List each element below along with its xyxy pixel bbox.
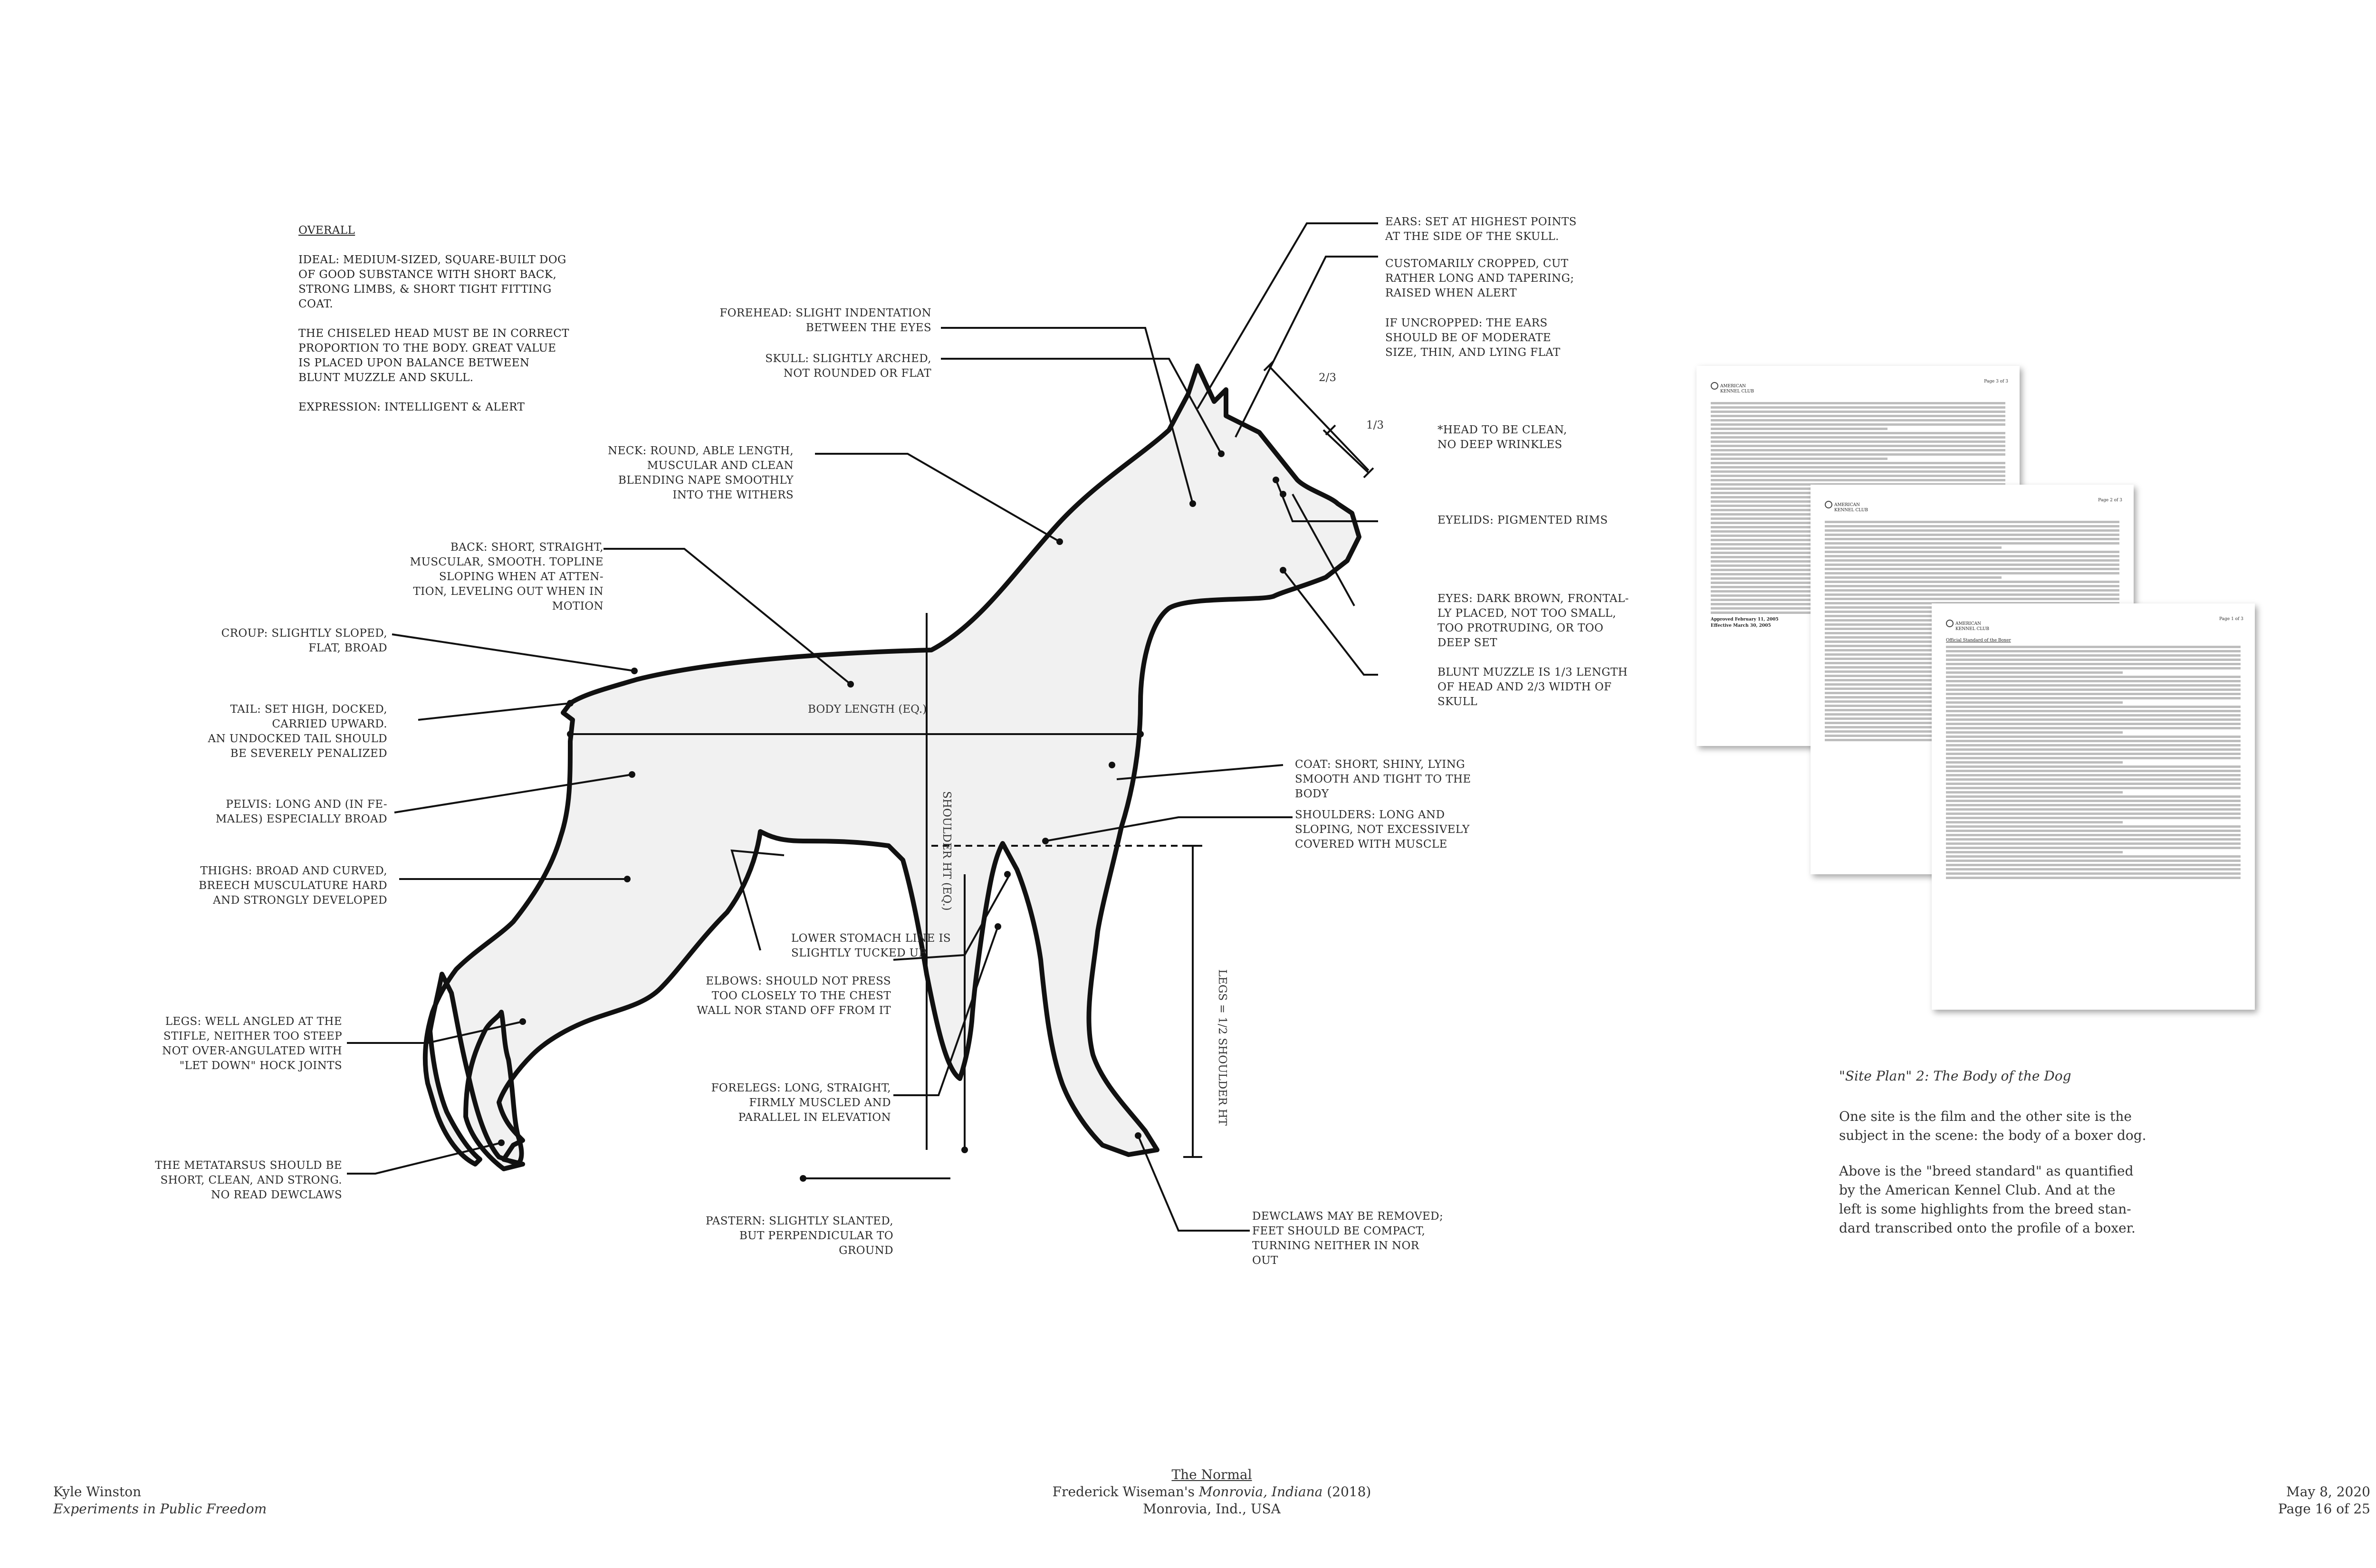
label-ears: EARS: SET AT HIGHEST POINTS AT THE SIDE OF THE SKULL. [1385, 216, 1577, 243]
doc-text-line [1711, 411, 2005, 413]
doc-text-line [1946, 838, 2241, 841]
footer-page: Page 16 of 25 [2278, 1501, 2370, 1517]
label-pastern: PASTERN: SLIGHTLY SLANTED, BUT PERPENDICULAR TO GROUND [706, 1215, 893, 1257]
doc-text-line [1946, 872, 2241, 875]
doc-text-line [1711, 466, 2005, 468]
label-neck: NECK: ROUND, ABLE LENGTH, MUSCULAR AND CLEAN BLENDING NAPE SMOOTHLY INTO THE WITHERS [608, 445, 794, 501]
doc-text-line [1946, 706, 2241, 708]
doc-text-line [1825, 589, 2119, 592]
doc-text-line [1946, 646, 2241, 648]
overall-notes [298, 223, 569, 430]
label-muzzle: BLUNT MUZZLE IS 1/3 LENGTH OF HEAD AND 2/3 WIDTH OF SKULL [1437, 666, 1628, 708]
breed-standard-page-1 [1932, 603, 2255, 1010]
doc-text-line [1946, 800, 2241, 802]
doc-text-line [1825, 534, 2119, 536]
doc-text-line [1825, 576, 2002, 579]
doc-text-line [1825, 593, 2119, 596]
label-forehead: FOREHEAD: SLIGHT INDENTATION BETWEEN THE EYES [719, 307, 931, 334]
doc-text-line [1711, 419, 2005, 421]
label-body-length: BODY LENGTH (EQ.) [808, 703, 927, 716]
doc-org: AMERICAN KENNEL CLUB [1720, 384, 1754, 394]
doc-text-line [1946, 868, 2241, 870]
label-legs: LEGS: WELL ANGLED AT THE STIFLE, NEITHER TOO STEEP NOT OVER-ANGULATED WITH "LET DOWN" HOCK JOINTS [162, 1015, 342, 1072]
caption-paragraph-1: One site is the film and the other site is the subject in the scene: the body of a boxer dog. [1839, 1109, 2146, 1143]
doc-text-line [1711, 449, 2005, 451]
caption-title: "Site Plan" 2: The Body of the Dog [1839, 1068, 2071, 1084]
label-shoulders: SHOULDERS: LONG AND SLOPING, NOT EXCESSIVELY COVERED WITH MUSCLE [1295, 809, 1470, 851]
footer-date: May 8, 2020 [2286, 1484, 2370, 1500]
doc-text-line [1711, 470, 2005, 473]
akc-seal-icon [1825, 501, 1832, 508]
doc-text-line [1711, 436, 2005, 439]
doc-text-line [1946, 697, 2241, 699]
film-title: Monrovia, Indiana [1198, 1484, 1323, 1500]
doc-org: AMERICAN KENNEL CLUB [1955, 621, 1990, 631]
doc-text-line [1946, 778, 2241, 781]
label-back: BACK: SHORT, STRAIGHT, MUSCULAR, SMOOTH. TOPLINE SLOPING WHEN AT ATTEN- TION, LEVELING OUT WHEN IN MOTION [410, 541, 604, 612]
doc-text-line [1711, 458, 1887, 460]
doc-text-line [1946, 663, 2241, 665]
doc-text-line [1825, 529, 2119, 532]
label-legs-ratio: LEGS = 1/2 SHOULDER HT [1216, 969, 1228, 1126]
label-skull: SKULL: SLIGHTLY ARCHED, NOT ROUNDED OR FLAT [765, 353, 931, 380]
doc-text-line [1946, 736, 2241, 738]
film-year: (2018) [1322, 1484, 1371, 1500]
doc-text-line [1711, 432, 2005, 434]
doc-text-line [1711, 415, 2005, 417]
overall-title: OVERALL [298, 224, 355, 237]
doc-text-line [1825, 585, 2119, 587]
doc-text-line [1946, 808, 2241, 811]
overall-expression: EXPRESSION: INTELLIGENT & ALERT [298, 401, 525, 413]
doc-text-line [1946, 667, 2241, 669]
doc-text-line [1946, 744, 2241, 746]
label-shoulder-height: SHOULDER HT (EQ.) [940, 791, 953, 911]
label-coat: COAT: SHORT, SHINY, LYING SMOOTH AND TIGHT TO THE BODY [1295, 758, 1471, 800]
doc-text-line [1825, 546, 2002, 549]
footer-author: Kyle Winston [53, 1484, 142, 1500]
doc-page-number: Page 2 of 3 [2098, 498, 2122, 503]
label-two-thirds: 2/3 [1319, 372, 1337, 384]
doc-text-line [1711, 445, 2005, 447]
doc-text-line [1946, 731, 2123, 734]
doc-text-line [1946, 727, 2241, 729]
doc-text-line [1825, 572, 2119, 574]
doc-text-line [1946, 714, 2241, 717]
doc-text-line [1946, 718, 2241, 721]
doc-text-line [1711, 406, 2005, 409]
label-cropped: CUSTOMARILY CROPPED, CUT RATHER LONG AND TAPERING; RAISED WHEN ALERT [1385, 258, 1574, 299]
doc-heading: Official Standard of the Boxer [1946, 638, 2011, 643]
doc-text-line [1825, 525, 2119, 527]
doc-text-line [1825, 542, 2119, 545]
doc-text-line [1946, 770, 2241, 772]
doc-text-line [1946, 830, 2241, 832]
doc-text-line [1946, 834, 2241, 836]
label-eyelids: EYELIDS: PIGMENTED RIMS [1437, 514, 1608, 526]
footer-location: Monrovia, Ind., USA [1143, 1501, 1281, 1517]
doc-text-line [1946, 821, 2123, 823]
doc-text-line [1825, 564, 2119, 566]
overall-ideal: IDEAL: MEDIUM-SIZED, SQUARE-BUILT DOG OF GOOD SUBSTANCE WITH SHORT BACK, STRONG LIMBS, & SHORT TIGHT FITTING COAT. [298, 254, 566, 310]
doc-text-line [1946, 877, 2241, 879]
doc-text-line [1946, 825, 2241, 828]
doc-text-line [1711, 475, 2005, 477]
doc-text-line [1946, 740, 2241, 742]
footer-course: Experiments in Public Freedom [53, 1501, 267, 1517]
doc-text-line [1946, 650, 2241, 652]
doc-text-line [1946, 842, 2241, 845]
label-thighs: THIGHS: BROAD AND CURVED, BREECH MUSCULATURE HARD AND STRONGLY DEVELOPED [199, 865, 387, 907]
label-uncropped: IF UNCROPPED: THE EARS SHOULD BE OF MODERATE SIZE, THIN, AND LYING FLAT [1385, 317, 1561, 359]
label-tail: TAIL: SET HIGH, DOCKED, CARRIED UPWARD. AN UNDOCKED TAIL SHOULD BE SEVERELY PENALIZED [208, 703, 387, 760]
akc-seal-icon [1946, 620, 1954, 627]
label-elbows: ELBOWS: SHOULD NOT PRESS TOO CLOSELY TO THE CHEST WALL NOR STAND OFF FROM IT [697, 975, 891, 1017]
akc-seal-icon [1711, 382, 1718, 390]
label-eyes: EYES: DARK BROWN, FRONTAL- LY PLACED, NOT TOO SMALL, TOO PROTRUDING, OR TOO DEEP SET [1437, 593, 1629, 649]
doc-text-line [1825, 555, 2119, 557]
doc-body-text [1946, 638, 2241, 881]
doc-text-line [1946, 688, 2241, 691]
doc-text-line [1946, 701, 2123, 704]
doc-text-line [1946, 710, 2241, 712]
doc-text-line [1946, 753, 2241, 755]
label-one-third: 1/3 [1366, 419, 1384, 431]
doc-text-line [1946, 757, 2241, 759]
doc-text-line [1946, 723, 2241, 725]
film-prefix: Frederick Wiseman's [1052, 1484, 1199, 1500]
doc-text-line [1711, 428, 1887, 430]
doc-text-line [1946, 783, 2241, 785]
doc-text-line [1711, 402, 2005, 404]
doc-text-line [1946, 654, 2241, 657]
doc-text-line [1946, 671, 2123, 674]
doc-text-line [1946, 795, 2241, 798]
doc-text-line [1946, 847, 2241, 849]
doc-text-line [1946, 864, 2241, 866]
doc-text-line [1946, 765, 2241, 768]
doc-text-line [1825, 521, 2119, 523]
doc-text-line [1946, 680, 2241, 682]
label-forelegs: FORELEGS: LONG, STRAIGHT, FIRMLY MUSCLED AND PARALLEL IN ELEVATION [711, 1082, 891, 1124]
doc-text-line [1946, 791, 2123, 794]
doc-text-line [1946, 851, 2123, 853]
doc-text-line [1825, 581, 2119, 583]
doc-text-line [1711, 479, 2005, 481]
doc-text-line [1946, 676, 2241, 678]
doc-text-line [1825, 551, 2119, 553]
doc-text-line [1711, 440, 2005, 443]
doc-org: AMERICAN KENNEL CLUB [1834, 503, 1868, 513]
doc-text-line [1946, 813, 2241, 815]
doc-approved: Approved February 11, 2005 Effective March 30, 2005 [1711, 617, 1779, 628]
doc-text-line [1946, 774, 2241, 776]
doc-text-line [1946, 817, 2241, 819]
doc-text-line [1825, 559, 2119, 562]
label-pelvis: PELVIS: LONG AND (IN FE- MALES) ESPECIALLY BROAD [215, 798, 387, 825]
label-dewclaws: DEWCLAWS MAY BE REMOVED; FEET SHOULD BE COMPACT, TURNING NEITHER IN NOR OUT [1252, 1210, 1444, 1267]
doc-page-number: Page 1 of 3 [2219, 617, 2243, 621]
label-stomach: LOWER STOMACH LINE IS SLIGHTLY TUCKED UP [791, 932, 951, 959]
doc-text-line [1946, 693, 2241, 695]
footer-film [974, 1483, 1449, 1501]
doc-text-line [1946, 860, 2241, 862]
overall-head: THE CHISELED HEAD MUST BE IN CORRECT PROPORTION TO THE BODY. GREAT VALUE IS PLACED UPON BALANCE BETWEEN BLUNT MUZZLE AND SKULL. [298, 327, 569, 384]
doc-text-line [1825, 568, 2119, 570]
label-metatarsus: THE METATARSUS SHOULD BE SHORT, CLEAN, AND STRONG. NO READ DEWCLAWS [155, 1159, 342, 1201]
doc-text-line [1946, 761, 2123, 764]
doc-text-line [1711, 462, 2005, 464]
doc-page-number: Page 3 of 3 [1984, 379, 2008, 384]
doc-text-line [1946, 748, 2241, 751]
doc-text-line [1711, 423, 2005, 426]
footer-project: The Normal [1171, 1467, 1252, 1482]
doc-text-line [1946, 787, 2241, 789]
doc-text-line [1825, 538, 2119, 540]
label-croup: CROUP: SLIGHTLY SLOPED, FLAT, BROAD [221, 627, 387, 654]
doc-text-line [1946, 855, 2241, 858]
doc-text-line [1946, 659, 2241, 661]
doc-text-line [1946, 804, 2241, 806]
doc-text-line [1946, 684, 2241, 687]
label-head-clean: *HEAD TO BE CLEAN, NO DEEP WRINKLES [1437, 424, 1567, 451]
doc-text-line [1825, 598, 2119, 600]
doc-text-line [1711, 453, 2005, 456]
caption-paragraph-2: Above is the "breed standard" as quantified by the American Kennel Club. And at the left is some highlights from the breed stan- dard transcribed onto the profile of a boxer. [1839, 1163, 2136, 1236]
